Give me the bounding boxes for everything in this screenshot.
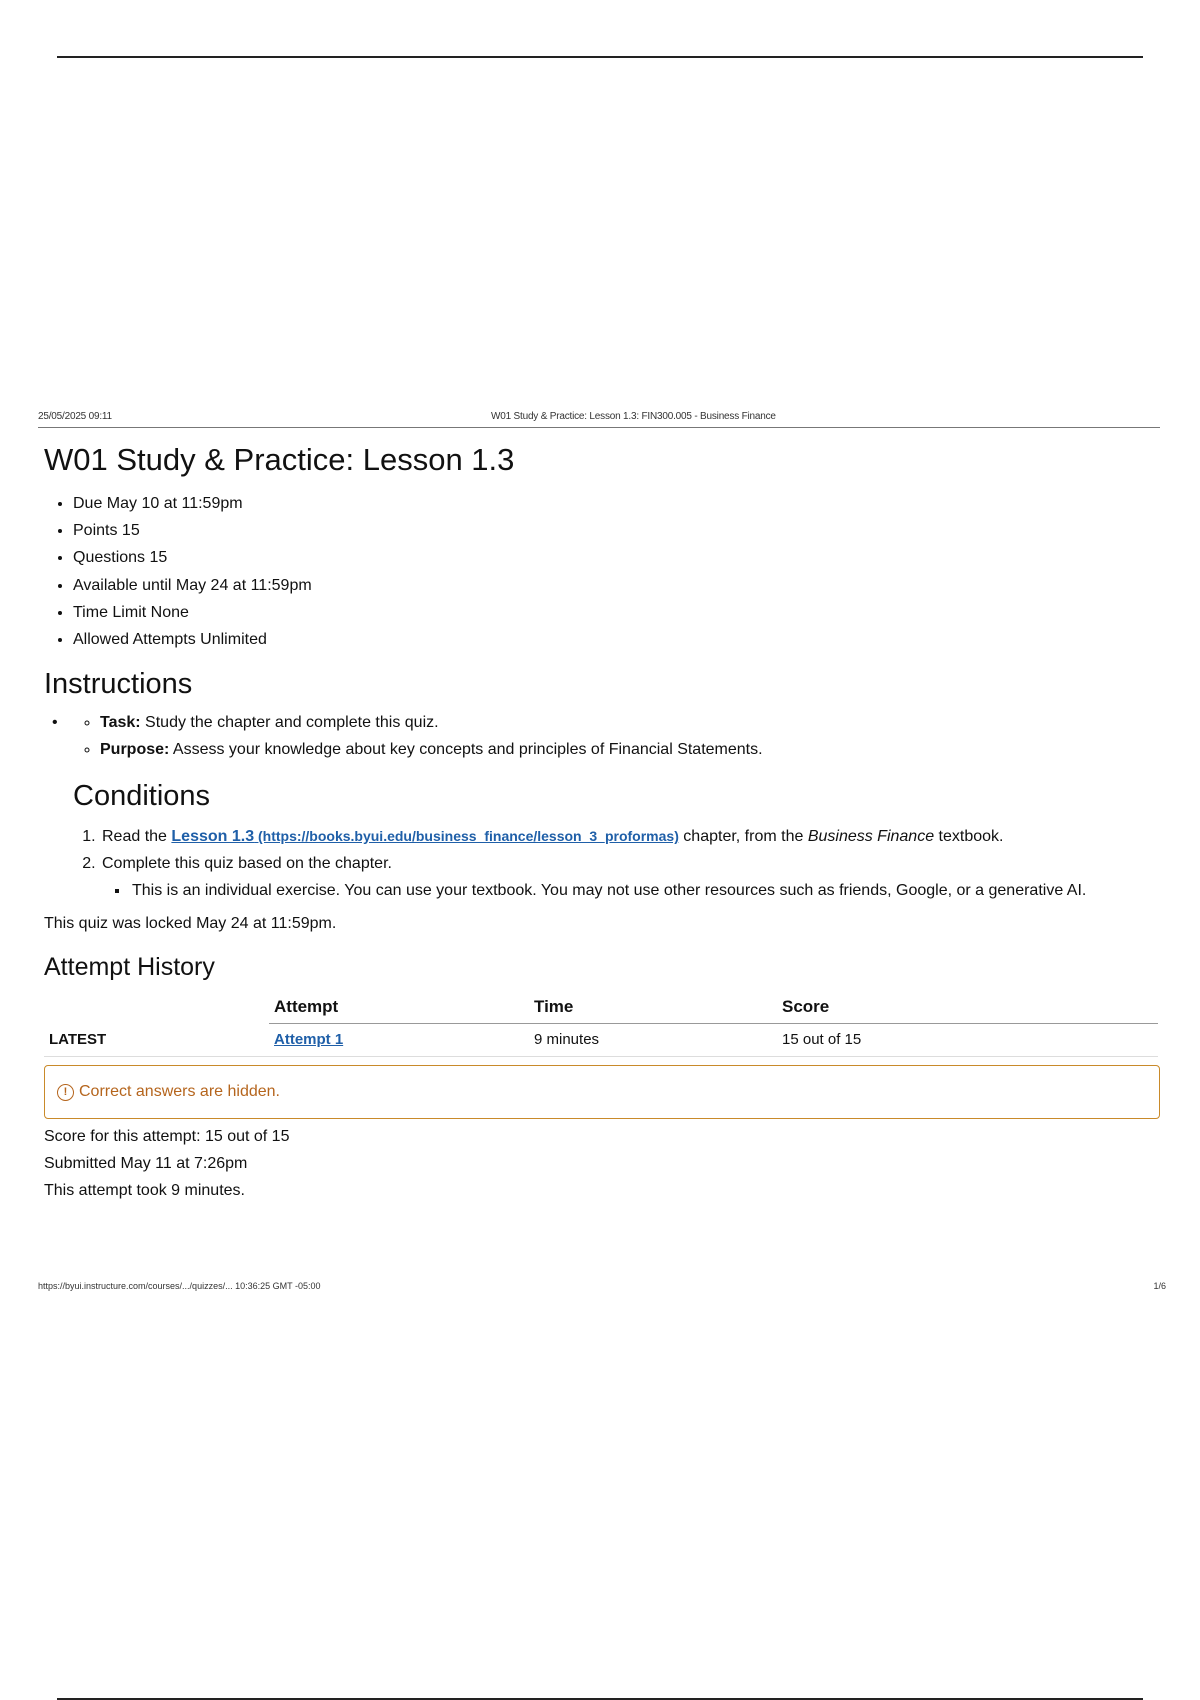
print-doc-title: W01 Study & Practice: Lesson 1.3: FIN300.005 - Business Finance — [491, 411, 776, 422]
task-label: Task: — [100, 714, 141, 732]
detail-due: • Due May 10 at 11:59pm — [73, 490, 1160, 517]
purpose-text: Assess your knowledge about key concepts and principles of Financial Statements. — [169, 741, 763, 759]
condition-complete-quiz — [100, 850, 1160, 904]
instructions-heading: Instructions — [44, 668, 193, 701]
table-row — [44, 1024, 1158, 1057]
attempt-cell — [269, 1024, 529, 1057]
print-header-divider — [38, 427, 1160, 428]
bullet-icon: • — [52, 714, 58, 732]
attempt-duration-line: This attempt took 9 minutes. — [44, 1182, 245, 1200]
condition-individual-exercise: ▪ This is an individual exercise. You can use your textbook. You may not use other resources such as friends, Google, or a generative AI. — [130, 877, 1160, 904]
instruction-task — [100, 709, 1160, 736]
print-page-number: 1/6 — [1153, 1281, 1166, 1291]
column-header-blank — [44, 993, 269, 1024]
page-top-rule — [57, 56, 1143, 58]
attempt-score: 15 out of 15 — [777, 1024, 1158, 1057]
detail-allowed-attempts: • Allowed Attempts Unlimited — [73, 626, 1160, 653]
lesson-link-label[interactable]: Lesson 1.3 — [171, 828, 255, 846]
column-header-score: Score — [777, 993, 1158, 1024]
quiz-locked-notice: This quiz was locked May 24 at 11:59pm. — [44, 915, 337, 933]
attempt-table-header — [44, 993, 1158, 1024]
detail-time-limit: • Time Limit None — [73, 599, 1160, 626]
attempt-score-line: Score for this attempt: 15 out of 15 — [44, 1128, 290, 1146]
condition-1-suffix: textbook. — [934, 828, 1004, 846]
task-text: Study the chapter and complete this quiz. — [140, 714, 439, 732]
page-title: W01 Study & Practice: Lesson 1.3 — [44, 442, 515, 477]
instructions-list — [44, 709, 1160, 763]
quiz-content — [44, 440, 1160, 1204]
lesson-link-url[interactable]: (https://books.byui.edu/business_finance/lesson_3_proformas) — [254, 828, 679, 845]
print-footer — [38, 1281, 1166, 1295]
conditions-list — [44, 823, 1160, 904]
print-footer-url: https://byui.instructure.com/courses/.../quizzes/... 10:36:25 GMT -05:00 — [38, 1281, 321, 1291]
detail-available: • Available until May 24 at 11:59pm — [73, 572, 1160, 599]
lesson-link[interactable] — [171, 828, 678, 845]
conditions-heading: Conditions — [73, 780, 211, 813]
attempt-history-heading: Attempt History — [44, 953, 215, 982]
hidden-answers-notice — [44, 1065, 1160, 1119]
print-header — [38, 411, 1160, 427]
attempt-history-table — [44, 993, 1158, 1057]
condition-1-prefix: Read the — [102, 828, 172, 846]
attempt-summary — [44, 1123, 1160, 1204]
print-date: 25/05/2025 09:11 — [38, 411, 112, 422]
purpose-label: Purpose: — [100, 741, 170, 759]
column-header-time: Time — [529, 993, 777, 1024]
detail-questions: • Questions 15 — [73, 544, 1160, 571]
attempt-submitted-line: Submitted May 11 at 7:26pm — [44, 1155, 248, 1173]
warning-icon: ! — [57, 1084, 74, 1101]
hidden-answers-text: Correct answers are hidden. — [79, 1083, 280, 1101]
quiz-details-list — [44, 490, 1160, 653]
instruction-purpose — [100, 736, 1160, 763]
textbook-title: Business Finance — [807, 828, 935, 846]
attempt-1-link[interactable]: Attempt 1 — [274, 1031, 344, 1049]
condition-2-text: Complete this quiz based on the chapter. — [102, 855, 392, 873]
column-header-attempt: Attempt — [269, 993, 529, 1024]
detail-points: • Points 15 — [73, 517, 1160, 544]
condition-read-lesson — [100, 823, 1160, 850]
condition-1-mid: chapter, from the — [678, 828, 808, 846]
attempt-time: 9 minutes — [529, 1024, 777, 1057]
latest-tag: LATEST — [44, 1024, 269, 1057]
